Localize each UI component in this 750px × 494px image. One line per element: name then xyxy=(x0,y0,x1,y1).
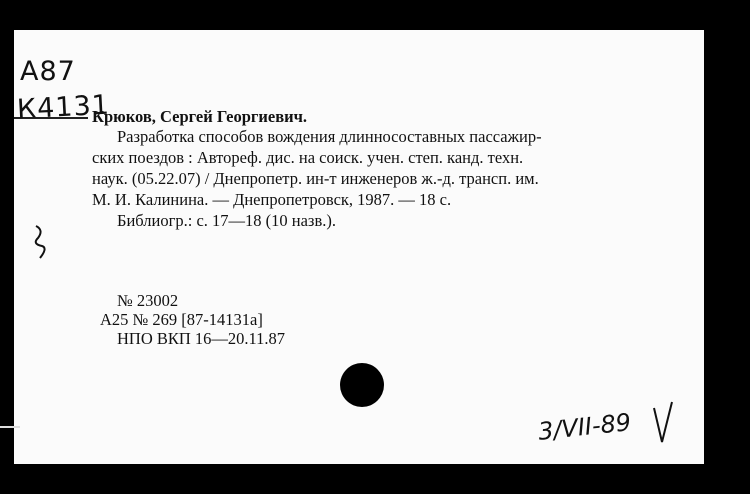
shelf-mark-bottom: К4131 xyxy=(16,89,111,126)
registration-line: № 23002 xyxy=(117,291,179,310)
handwritten-mark-icon xyxy=(30,222,54,262)
handwritten-date-note: 3/VII-89 xyxy=(536,408,633,446)
edge-mark xyxy=(0,426,20,428)
card-author: Крюков, Сергей Георгиевич. xyxy=(92,107,308,126)
registration-line: НПО ВКП 16—20.11.87 xyxy=(117,329,286,348)
punched-hole xyxy=(340,363,384,407)
bibliography-line: Библиогр.: с. 17—18 (10 назв.). xyxy=(117,211,336,230)
description-line: М. И. Калинина. — Днепропетровск, 1987. — 18 с. xyxy=(92,190,452,209)
description-line: наук. (05.22.07) / Днепропетр. ин-т инженеров ж.-д. трансп. им. xyxy=(92,169,539,188)
handwritten-checkmark-icon xyxy=(650,398,676,448)
registration-line: А25 № 269 [87-14131а] xyxy=(100,310,263,329)
description-line: Разработка способов вождения длинносоставных пассажир- xyxy=(117,127,542,146)
description-line: ских поездов : Автореф. дис. на соиск. учен. степ. канд. техн. xyxy=(92,148,524,167)
shelf-mark-top: А87 xyxy=(20,56,76,87)
